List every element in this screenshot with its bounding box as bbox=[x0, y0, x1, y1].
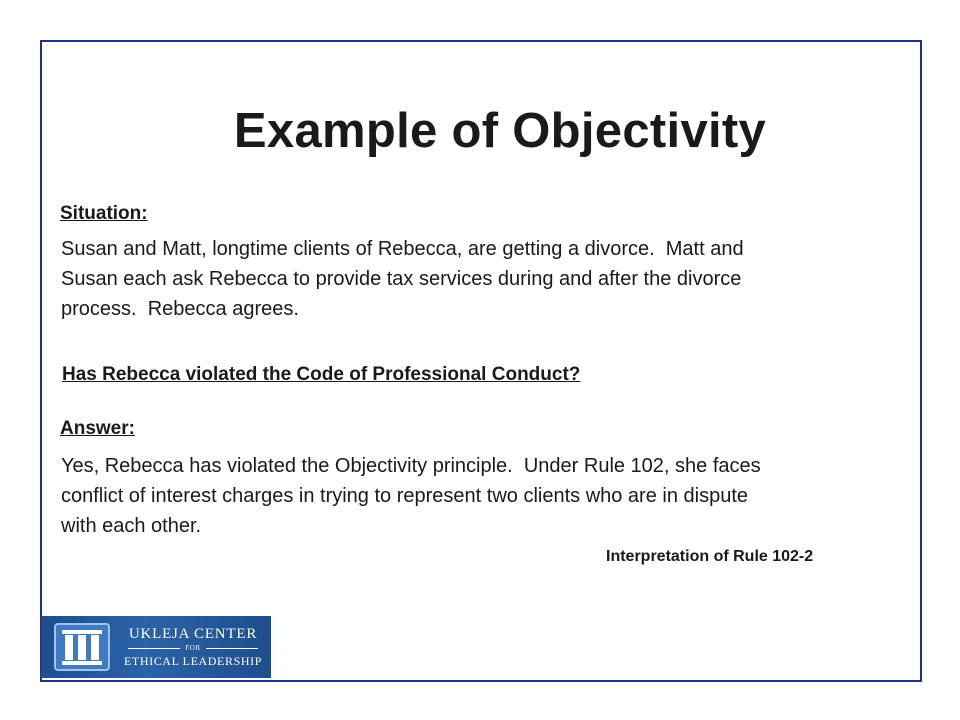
situation-line: Susan each ask Rebecca to provide tax services during and after the divorce bbox=[61, 268, 742, 290]
question-text: Has Rebecca violated the Code of Professional Conduct? bbox=[62, 364, 581, 385]
columns-emblem-icon bbox=[41, 616, 123, 678]
answer-line: conflict of interest charges in trying to represent two clients who are in dispute bbox=[61, 485, 749, 507]
logo-rule-left bbox=[128, 648, 180, 649]
situation-line: Susan and Matt, longtime clients of Rebecca, are getting a divorce. Matt and bbox=[61, 238, 744, 260]
answer-line: with each other. bbox=[61, 515, 202, 537]
answer-line: Yes, Rebecca has violated the Objectivity principle. Under Rule 102, she faces bbox=[61, 455, 761, 477]
answer-text bbox=[61, 451, 761, 541]
logo-line-for: FOR bbox=[185, 644, 201, 652]
situation-line: process. Rebecca agrees. bbox=[61, 298, 299, 320]
situation-text bbox=[61, 234, 744, 324]
logo-line-center: UKLEJA CENTER bbox=[128, 626, 258, 642]
logo-rule-right bbox=[206, 648, 258, 649]
situation-label: Situation: bbox=[60, 203, 148, 224]
answer-label: Answer: bbox=[60, 418, 135, 439]
logo-for-row bbox=[128, 644, 258, 653]
ukleja-center-logo bbox=[41, 616, 271, 678]
logo-wordmark bbox=[123, 626, 271, 668]
logo-line-leadership: ETHICAL LEADERSHIP bbox=[123, 654, 262, 668]
rule-citation: Interpretation of Rule 102-2 bbox=[606, 548, 814, 565]
slide-title: Example of Objectivity bbox=[233, 104, 767, 158]
